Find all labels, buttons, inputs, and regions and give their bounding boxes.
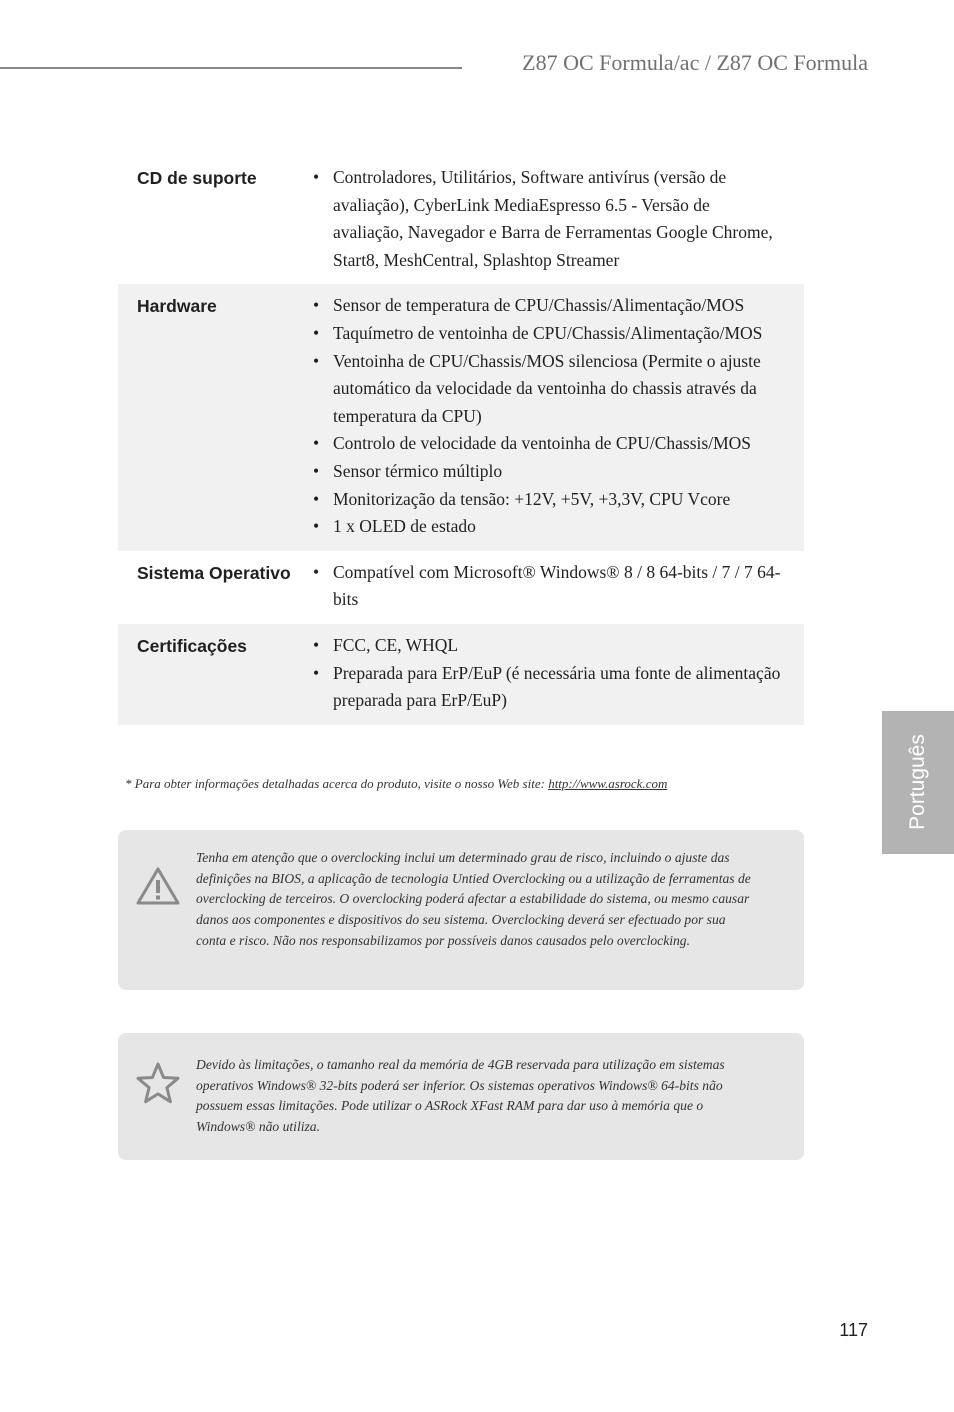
bullet-icon: •	[313, 167, 320, 187]
bullet-icon: •	[313, 561, 320, 582]
spec-item-list	[295, 164, 804, 274]
spec-item: • Preparada para ErP/EuP (é necessária uma fonte de alimentação preparada para ErP/EuP)	[295, 660, 784, 715]
spec-label: CD de suporte	[137, 168, 257, 188]
spec-table	[118, 156, 804, 725]
warning-note-text: Tenha em atenção que o overclocking inclui um determinado grau de risco, incluindo o ajuste das definições na BIOS, a aplicação de tecnologia Untied Overclocking ou a utilização de ferramentas de overclocking de terceiros. O overclocking poderá afectar a estabilidade do sistema, ou mesmo causar danos aos componentes e dispositivos do seu sistema. Overclocking deverá ser efectuado por sua conta e risco. Não nos responsabilizamos por possíveis danos causados pelo overclocking.	[196, 850, 751, 948]
spec-row-os	[118, 551, 804, 624]
bullet-icon: •	[313, 516, 320, 537]
language-side-tab	[882, 711, 954, 854]
spec-item: • Sensor térmico múltiplo	[295, 458, 784, 486]
spec-item-list	[295, 292, 804, 540]
star-icon	[135, 1061, 181, 1105]
info-note	[118, 1033, 804, 1160]
spec-item-list	[295, 559, 804, 614]
bullet-icon: •	[313, 460, 320, 481]
spec-item: • Sensor de temperatura de CPU/Chassis/Alimentação/MOS	[295, 292, 784, 320]
spec-item: • 1 x OLED de estado	[295, 513, 784, 541]
footnote-text: * Para obter informações detalhadas acerca do produto, visite o nosso Web site:	[125, 776, 549, 791]
page-header-title: Z87 OC Formula/ac / Z87 OC Formula	[522, 50, 868, 75]
spec-label: Hardware	[137, 296, 217, 317]
bullet-icon: •	[313, 488, 320, 509]
header-rule	[0, 67, 462, 69]
page-number: 117	[839, 1320, 868, 1340]
footnote	[125, 776, 667, 792]
website-link[interactable]: http://www.asrock.com	[548, 776, 668, 791]
spec-item: • Ventoinha de CPU/Chassis/MOS silenciosa (Permite o ajuste automático da velocidade da ventoinha do chassis através da temperatura da CPU)	[295, 348, 784, 431]
language-tab-label: Português	[906, 734, 929, 830]
info-note-text: Devido às limitações, o tamanho real da memória de 4GB reservada para utilização em sistemas operativos Windows® 32-bits poderá ser inferior. Os sistemas operativos Windows® 64-bits não possuem essas limitações. Pode utilizar o ASRock XFast RAM para dar uso à memória que o Windows® não utiliza.	[196, 1057, 725, 1135]
spec-label: Sistema Operativo	[137, 562, 291, 583]
spec-item: • Taquímetro de ventoinha de CPU/Chassis/Alimentação/MOS	[295, 320, 784, 348]
spec-label: Certificações	[137, 635, 247, 656]
spec-item: • FCC, CE, WHQL	[295, 632, 784, 660]
bullet-icon: •	[313, 662, 320, 683]
bullet-icon: •	[313, 433, 320, 454]
spec-item: • Controlo de velocidade da ventoinha de CPU/Chassis/MOS	[295, 430, 784, 458]
bullet-icon: •	[313, 634, 320, 655]
bullet-icon: •	[313, 322, 320, 343]
warning-triangle-icon	[135, 866, 181, 906]
spec-row-support-cd	[118, 156, 804, 284]
bullet-icon: •	[313, 350, 320, 371]
spec-item: • Monitorização da tensão: +12V, +5V, +3,3V, CPU Vcore	[295, 486, 784, 514]
spec-item-list	[295, 632, 804, 715]
spec-row-hardware	[118, 284, 804, 550]
bullet-icon: •	[313, 295, 320, 316]
spec-item: • Controladores, Utilitários, Software antivírus (versão de avaliação), CyberLink MediaEspresso 6.5 - Versão de avaliação, Navegador e Barra de Ferramentas Google Chrome, Start8, MeshCentral, Splashtop Streamer	[295, 164, 784, 274]
warning-note	[118, 830, 804, 990]
spec-item: • Compatível com Microsoft® Windows® 8 / 8 64-bits / 7 / 7 64-bits	[295, 559, 784, 614]
spec-row-certifications	[118, 624, 804, 725]
